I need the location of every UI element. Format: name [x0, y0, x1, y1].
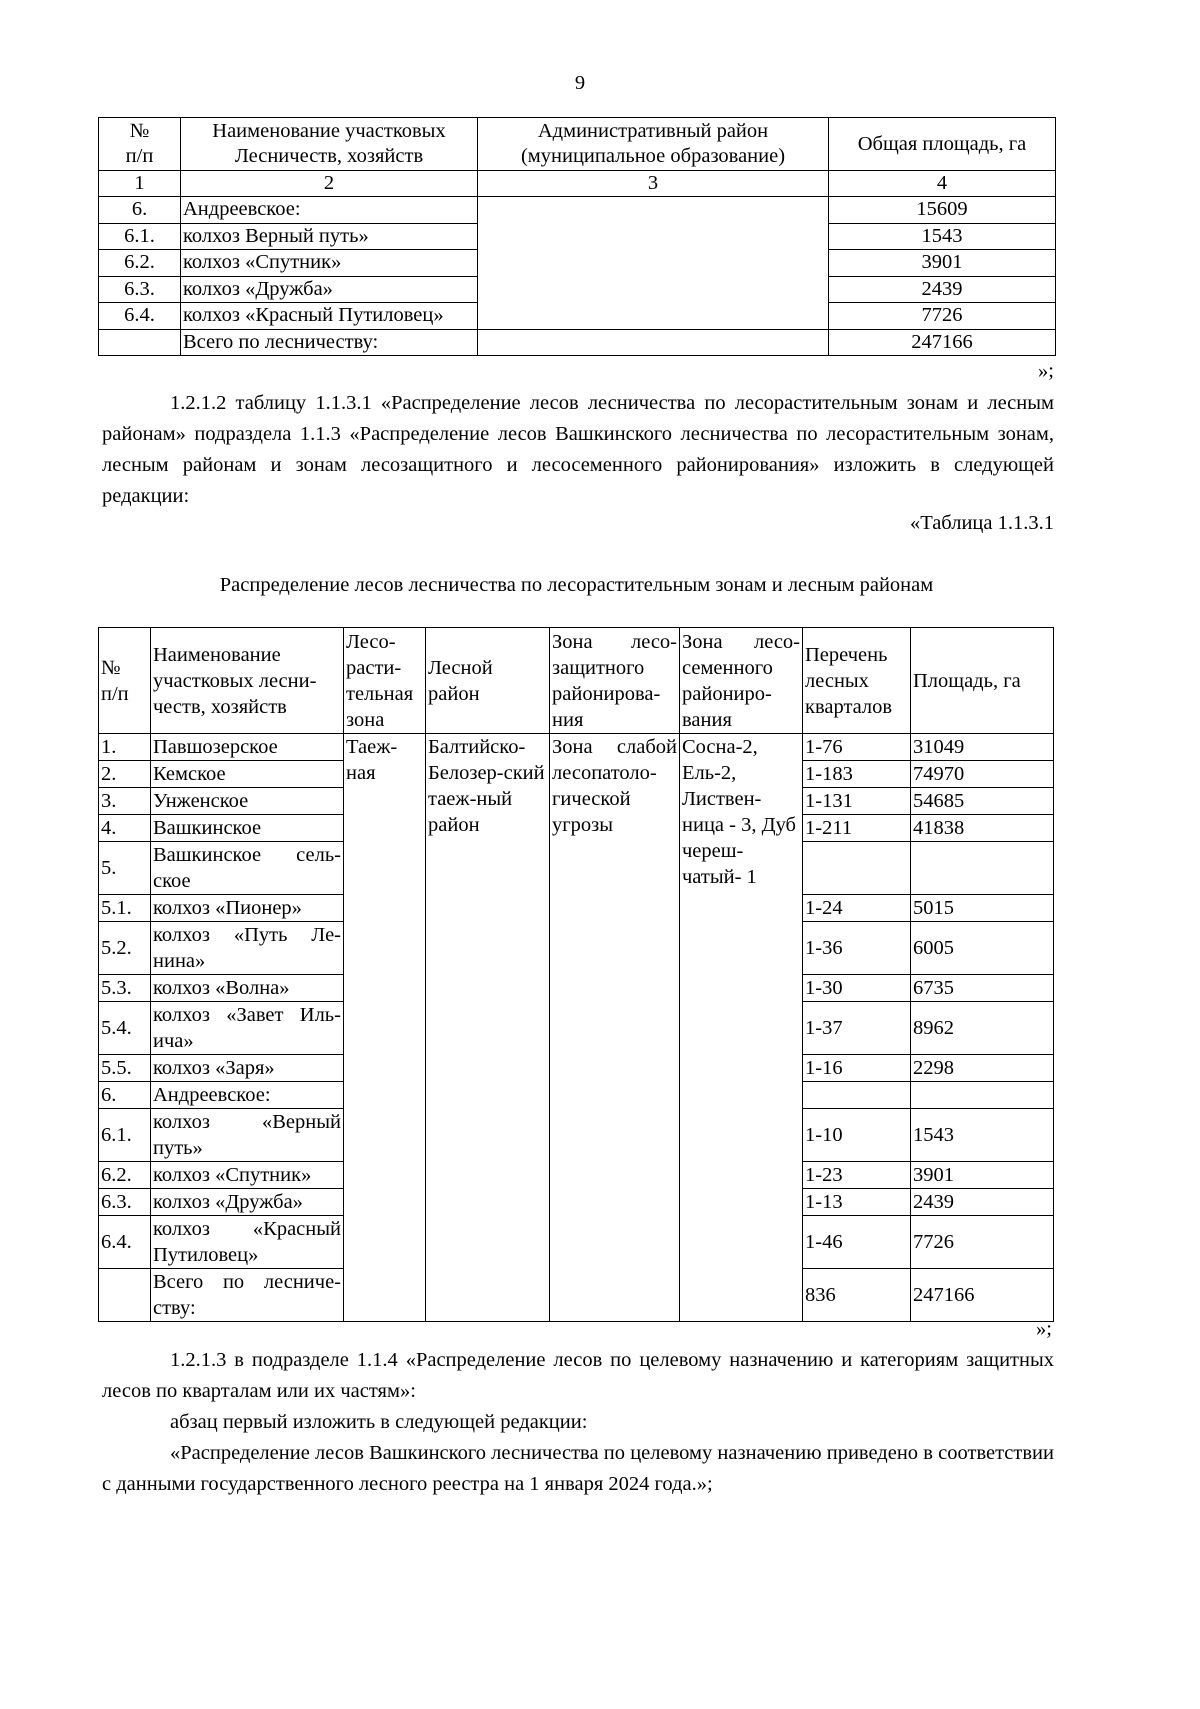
forestry-name: колхоз «Спутник» [151, 1162, 344, 1189]
column-header: Площадь, га [911, 628, 1054, 734]
paragraph-1-2-1-3: 1.2.1.3 в подразделе 1.1.4 «Распределение лесов по целевому назначению и категориям защитных лесов по кварталам или их частям»: [102, 1349, 1054, 1402]
forest-seed-zone: Сосна-2, Ель-2, Листвен-ница - 3, Дуб череш-чатый- 1 [680, 734, 803, 1322]
table-label: «Таблица 1.1.3.1 [909, 512, 1054, 534]
header-row [99, 118, 1056, 171]
column-header: Перечень лесных кварталов [803, 628, 911, 734]
paragraph-quote: «Распределение лесов Вашкинского лесничества по целевому назначению приведено в соответствии с данными государственного лесного реестра на 1 января 2024 года.»; [102, 1442, 1054, 1495]
column-number: 3 [478, 171, 829, 197]
column-header: Зона лесо-защитного районирова-ния [550, 628, 680, 734]
page-number: 9 [574, 72, 586, 94]
area-value: 247166 [829, 329, 1056, 356]
quarters-list: 1-23 [803, 1162, 911, 1189]
forestry-name: колхоз «Спутник» [181, 250, 478, 277]
row-number: 2. [99, 761, 151, 788]
area-value: 1543 [911, 1109, 1054, 1162]
area-value: 2439 [911, 1189, 1054, 1216]
area-value: 31049 [911, 734, 1054, 761]
quarters-list: 1-36 [803, 922, 911, 975]
forest-district: Балтийско-Белозер-ский таеж-ный район [426, 734, 550, 1322]
row-number: 6.4. [99, 1216, 151, 1269]
area-value: 7726 [829, 303, 1056, 330]
forestry-name: Вашкинское сель-ское [151, 842, 344, 895]
forestry-name: колхоз «Заря» [151, 1055, 344, 1082]
row-number: 5.1. [99, 895, 151, 922]
area-value: 54685 [911, 788, 1054, 815]
forestry-name: Павшозерское [151, 734, 344, 761]
column-number: 4 [829, 171, 1056, 197]
row-number: 6.4. [99, 303, 181, 330]
area-value [911, 1082, 1054, 1109]
column-numbers-row [99, 171, 1056, 197]
table-row [99, 734, 1054, 761]
close-quote: »; [1038, 360, 1054, 382]
column-number: 2 [181, 171, 478, 197]
quarters-list: 1-76 [803, 734, 911, 761]
vegetation-zone: Таеж- ная [344, 734, 426, 1322]
forestry-name: колхоз «Волна» [151, 975, 344, 1002]
area-value: 8962 [911, 1002, 1054, 1055]
area-value: 6005 [911, 922, 1054, 975]
quarters-list: 1-37 [803, 1002, 911, 1055]
header-row [99, 628, 1054, 734]
paragraph-1-2-1-2: 1.2.1.2 таблицу 1.1.3.1 «Распределение лесов лесничества по лесорастительным зонам и лесным районам» подраздела 1.1.3 «Распределение лесов Вашкинского лесничества по лесорастительным зонам, лесным районам и зонам лесозащитного и лесосеменного районирования» изложить в следующей редакции: [102, 392, 1054, 507]
table-row [99, 329, 1056, 356]
quarters-list: 836 [803, 1269, 911, 1322]
column-header: Наименование участковых лесни-честв, хозяйств [151, 628, 344, 734]
area-value: 74970 [911, 761, 1054, 788]
row-number: 4. [99, 815, 151, 842]
area-value: 6735 [911, 975, 1054, 1002]
district-cell [478, 197, 829, 330]
area-value: 247166 [911, 1269, 1054, 1322]
forest-protection-zone: Зона слабой лесопатоло-гической угрозы [550, 734, 680, 1322]
area-value: 41838 [911, 815, 1054, 842]
area-value [911, 842, 1054, 895]
forestry-name: Унженское [151, 788, 344, 815]
quarters-list: 1-16 [803, 1055, 911, 1082]
quarters-list: 1-46 [803, 1216, 911, 1269]
forest-zones-table [98, 627, 1054, 1322]
row-number: 6.1. [99, 223, 181, 250]
forestry-name: Всего по лесничеству: [181, 329, 478, 356]
row-number: 3. [99, 788, 151, 815]
row-number: 1. [99, 734, 151, 761]
column-header: Лесной район [426, 628, 550, 734]
column-header: Наименование участковых Лесничеств, хозяйств [181, 118, 478, 171]
forestry-name: колхоз «Завет Иль-ича» [151, 1002, 344, 1055]
column-number: 1 [99, 171, 181, 197]
forestry-name: колхоз «Дружба» [181, 276, 478, 303]
row-number: 5. [99, 842, 151, 895]
area-value: 2298 [911, 1055, 1054, 1082]
quarters-list: 1-10 [803, 1109, 911, 1162]
table-row [99, 197, 1056, 224]
column-header: Лесо- расти- тельная зона [344, 628, 426, 734]
close-quote: »; [1036, 1318, 1052, 1340]
quarters-list [803, 1082, 911, 1109]
row-number: 6.2. [99, 1162, 151, 1189]
quarters-list: 1-131 [803, 788, 911, 815]
quarters-list: 1-30 [803, 975, 911, 1002]
column-header: Зона лесо-семенного райониро-вания [680, 628, 803, 734]
row-number: 6.3. [99, 276, 181, 303]
quarters-list: 1-13 [803, 1189, 911, 1216]
row-number: 5.5. [99, 1055, 151, 1082]
area-value: 2439 [829, 276, 1056, 303]
row-number: 5.3. [99, 975, 151, 1002]
forestry-name: Вашкинское [151, 815, 344, 842]
row-number [99, 1269, 151, 1322]
forestry-name: колхоз «Путь Ле-нина» [151, 922, 344, 975]
area-value: 7726 [911, 1216, 1054, 1269]
area-value: 1543 [829, 223, 1056, 250]
row-number: 6. [99, 197, 181, 224]
forestry-name: колхоз «Дружба» [151, 1189, 344, 1216]
quarters-list: 1-24 [803, 895, 911, 922]
column-header: № п/п [99, 118, 181, 171]
forestry-name: Кемское [151, 761, 344, 788]
area-value: 3901 [911, 1162, 1054, 1189]
quarters-list [803, 842, 911, 895]
forestry-name: колхоз «Пионер» [151, 895, 344, 922]
row-number: 6.1. [99, 1109, 151, 1162]
quarters-list: 1-211 [803, 815, 911, 842]
forestry-name: колхоз Верный путь» [181, 223, 478, 250]
column-header: Общая площадь, га [829, 118, 1056, 171]
area-value: 5015 [911, 895, 1054, 922]
row-number: 6.3. [99, 1189, 151, 1216]
paragraph-abzac: абзац первый изложить в следующей редакции: [170, 1411, 588, 1433]
row-number: 6. [99, 1082, 151, 1109]
column-header: № п/п [99, 628, 151, 734]
forestry-name: Всего по лесниче-ству: [151, 1269, 344, 1322]
column-header: Административный район (муниципальное образование) [478, 118, 829, 171]
area-value: 3901 [829, 250, 1056, 277]
row-number: 5.4. [99, 1002, 151, 1055]
table-title: Распределение лесов лесничества по лесорастительным зонам и лесным районам [219, 574, 934, 596]
forestry-area-table [98, 117, 1056, 356]
forestry-name: колхоз «Красный Путиловец» [151, 1216, 344, 1269]
row-number: 5.2. [99, 922, 151, 975]
row-number [99, 329, 181, 356]
forestry-name: колхоз «Красный Путиловец» [181, 303, 478, 330]
quarters-list: 1-183 [803, 761, 911, 788]
district-cell [478, 329, 829, 356]
row-number: 6.2. [99, 250, 181, 277]
forestry-name: Андреевское: [181, 197, 478, 224]
forestry-name: колхоз «Верный путь» [151, 1109, 344, 1162]
area-value: 15609 [829, 197, 1056, 224]
forestry-name: Андреевское: [151, 1082, 344, 1109]
